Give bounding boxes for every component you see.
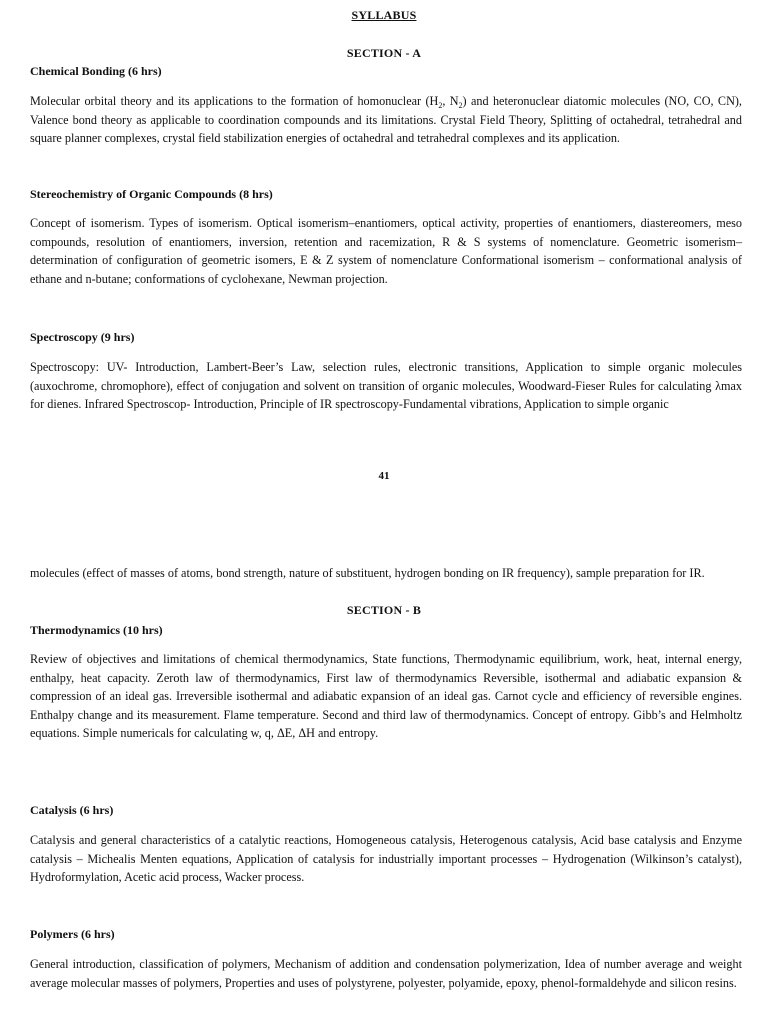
section-a-label: SECTION - A — [346, 46, 422, 60]
heading-thermodynamics: Thermodynamics (10 hrs) — [30, 623, 163, 637]
page-number: 41 — [378, 470, 390, 482]
text-fragment: , N — [442, 94, 459, 108]
heading-chemical-bonding: Chemical Bonding (6 hrs) — [30, 64, 162, 78]
text-fragment: ) and heteronuclear diatomic molecules (NO, CO, CN), Valence bond theory as applicable to coordination compounds and its limitations. Crystal Field Theory, Splitting of octahedral, tetrahedral and square planner complexes, crystal field stabilization energies of octahedral and tetrahedral complexes and its application. — [30, 94, 742, 146]
text-fragment: Molecular orbital theory and its applications to the formation of homonuclear (H — [30, 94, 439, 108]
document-title: SYLLABUS — [351, 8, 417, 22]
paragraph-spectroscopy: Spectroscopy: UV- Introduction, Lambert-Beer’s Law, selection rules, electronic transitions, Application to simple organic molecules (auxochrome, chromophore), effect of conjugation and solvent on transition of organic molecules, Woodward-Fieser Rules for calculating λmax for dienes. Infrared Spectroscop- Introduction, Principle of IR spectroscopy-Fundamental vibrations, Application to simple organic — [30, 360, 742, 412]
heading-stereochemistry: Stereochemistry of Organic Compounds (8 hrs) — [30, 187, 273, 201]
paragraph-chemical-bonding — [30, 92, 742, 148]
paragraph-catalysis: Catalysis and general characteristics of a catalytic reactions, Homogeneous catalysis, Heterogenous catalysis, Acid base catalysis and Enzyme catalysis – Michealis Menten equations, Application of catalysis for industrially important processes – Hydrogenation (Wilkinson’s catalyst), Hydroformylation, Acetic acid process, Wacker process. — [30, 833, 742, 885]
section-b-label: SECTION - B — [346, 603, 422, 617]
heading-polymers: Polymers (6 hrs) — [30, 927, 115, 941]
paragraph-spectroscopy-continued: molecules (effect of masses of atoms, bond strength, nature of substituent, hydrogen bonding on IR frequency), sample preparation for IR. — [30, 566, 705, 580]
paragraph-stereochemistry: Concept of isomerism. Types of isomerism. Optical isomerism–enantiomers, optical activity, properties of enantiomers, diastereomers, meso compounds, resolution of enantiomers, inversion, retention and racemization, R & S systems of nomenclature. Geometric isomerism– determination of configuration of geometric isomers, E & Z system of nomenclature Conformational isomerism – conformational analysis of ethane and n-butane; conformations of cyclohexane, Newman projection. — [30, 216, 742, 286]
heading-spectroscopy: Spectroscopy (9 hrs) — [30, 330, 135, 344]
subscript: 2 — [458, 101, 463, 110]
paragraph-polymers: General introduction, classification of polymers, Mechanism of addition and condensation polymerization, Idea of number average and weight average molecular masses of polymers, Properties and uses of polystyrene, polyester, polyamide, epoxy, phenol-formaldehyde and silicon resins. — [30, 957, 742, 990]
subscript: 2 — [438, 101, 443, 110]
heading-catalysis: Catalysis (6 hrs) — [30, 803, 114, 817]
paragraph-thermodynamics: Review of objectives and limitations of chemical thermodynamics, State functions, Thermodynamic equilibrium, work, heat, internal energy, enthalpy, heat capacity. Zeroth law of thermodynamics, First law of thermodynamics Reversible, isothermal and adiabatic expansion & compression of an ideal gas. Irreversible isothermal and adiabatic expansion of an ideal gas. Carnot cycle and efficiency of reversible engines. Enthalpy change and its measurement. Flame temperature. Second and third law of thermodynamics. Concept of entropy. Gibb’s and Helmholtz equations. Simple numericals for calculating w, q, ΔE, ΔH and entropy. — [30, 652, 742, 741]
